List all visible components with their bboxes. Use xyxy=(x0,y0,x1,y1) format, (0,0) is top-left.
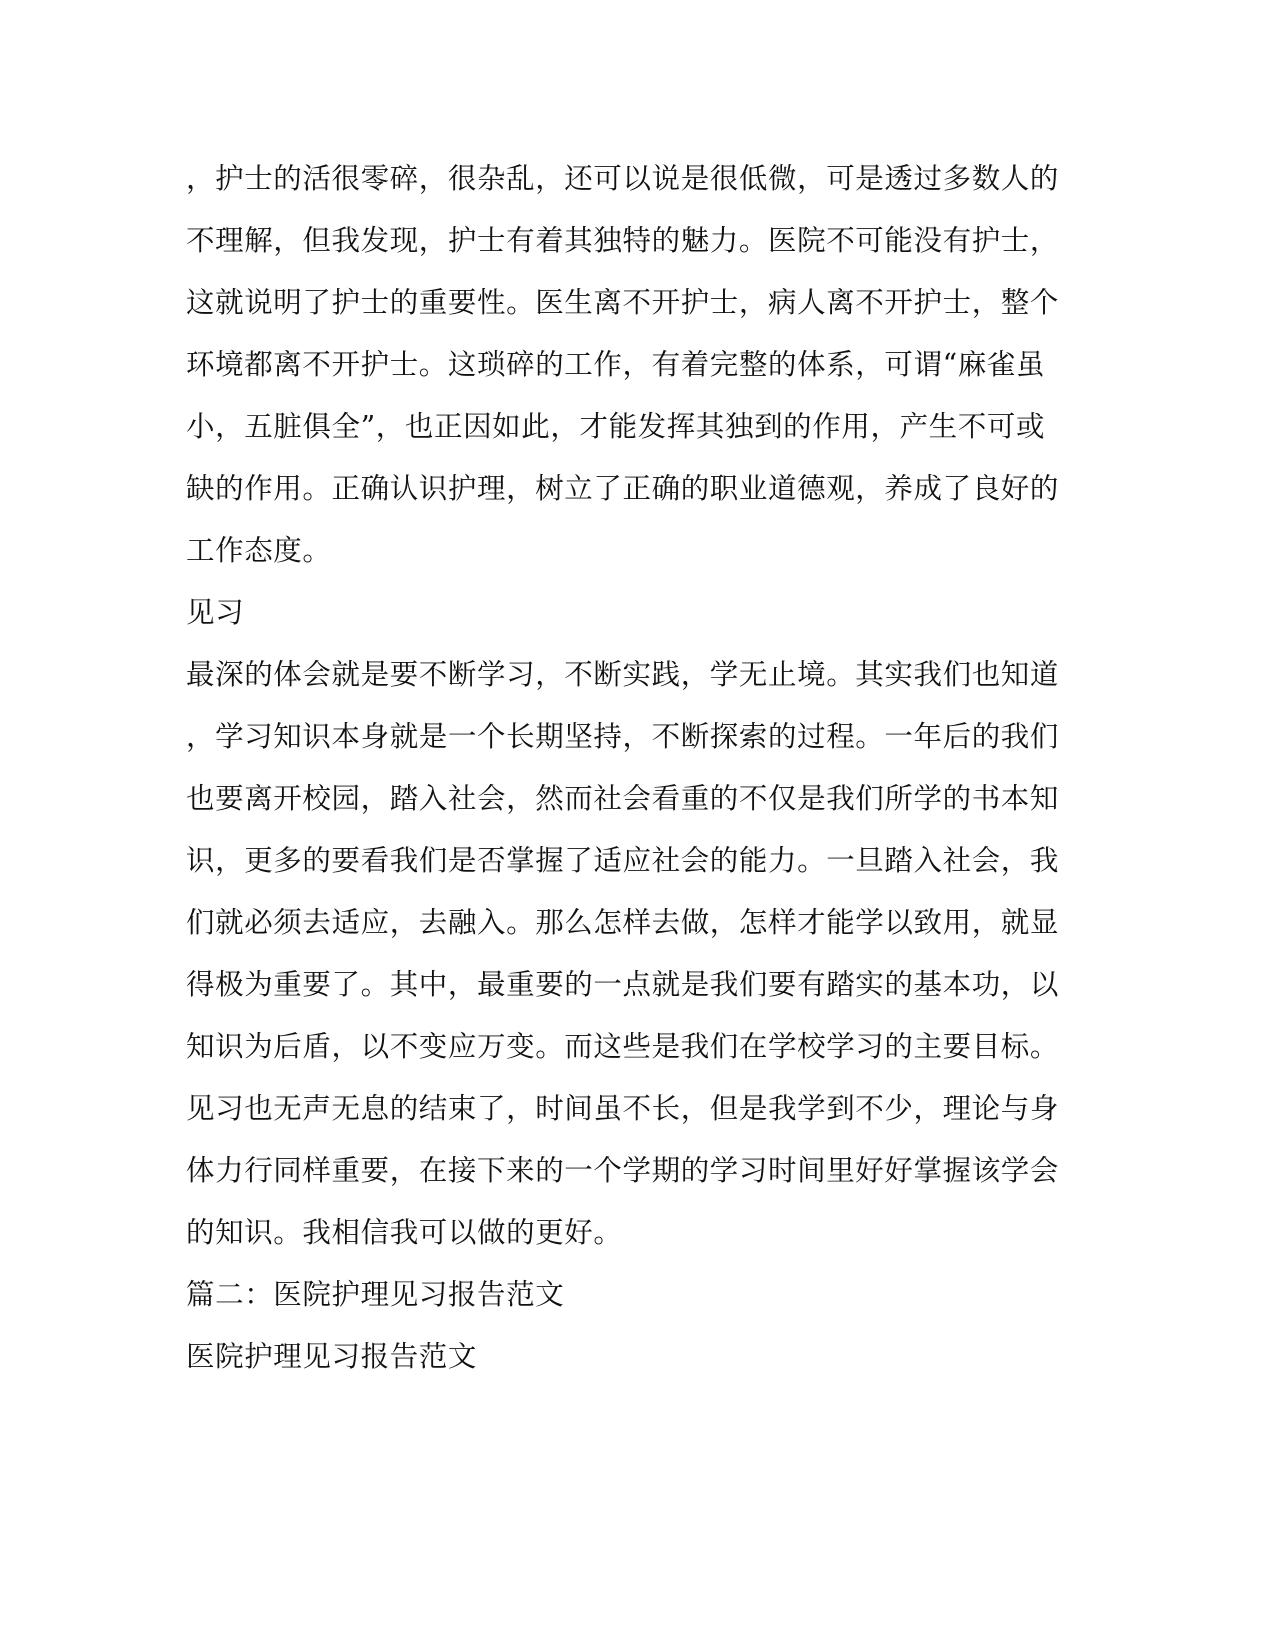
text-line: 体力行同样重要，在接下来的一个学期的学习时间里好好掌握该学会 xyxy=(186,1154,1060,1187)
text-line: 得极为重要了。其中，最重要的一点就是我们要有踏实的基本功，以 xyxy=(186,968,1060,1001)
text-line: 小，五脏俱全”，也正因如此，才能发挥其独到的作用，产生不可或 xyxy=(186,410,1046,443)
text-line: 这就说明了护士的重要性。医生离不开护士，病人离不开护士，整个 xyxy=(186,286,1060,319)
text-line: 知识为后盾，以不变应万变。而这些是我们在学校学习的主要目标。 xyxy=(186,1030,1060,1063)
text-line: 工作态度。 xyxy=(186,534,332,567)
text-line: 们就必须去适应，去融入。那么怎样去做，怎样才能学以致用，就显 xyxy=(186,906,1060,939)
document-title: 医院护理见习报告范文 xyxy=(186,1340,478,1373)
text-line: ，学习知识本身就是一个长期坚持，不断探索的过程。一年后的我们 xyxy=(186,720,1060,753)
text-line: 的知识。我相信我可以做的更好。 xyxy=(186,1216,623,1249)
section-heading: 见习 xyxy=(186,596,245,629)
text-line: 也要离开校园，踏入社会，然而社会看重的不仅是我们所学的书本知 xyxy=(186,782,1060,815)
text-line: 识，更多的要看我们是否掌握了适应社会的能力。一旦踏入社会，我 xyxy=(186,844,1060,877)
text-line: 不理解，但我发现，护士有着其独特的魅力。医院不可能没有护士， xyxy=(186,224,1060,257)
text-line: 缺的作用。正确认识护理，树立了正确的职业道德观，养成了良好的 xyxy=(186,472,1060,505)
text-line: 见习也无声无息的结束了，时间虽不长，但是我学到不少，理论与身 xyxy=(186,1092,1060,1125)
text-line: 环境都离不开护士。这琐碎的工作，有着完整的体系，可谓“麻雀虽 xyxy=(186,348,1046,381)
text-line: ，护士的活很零碎，很杂乱，还可以说是很低微，可是透过多数人的 xyxy=(186,162,1060,195)
section-heading: 篇二：医院护理见习报告范文 xyxy=(186,1278,565,1311)
text-line: 最深的体会就是要不断学习，不断实践，学无止境。其实我们也知道 xyxy=(186,658,1060,691)
